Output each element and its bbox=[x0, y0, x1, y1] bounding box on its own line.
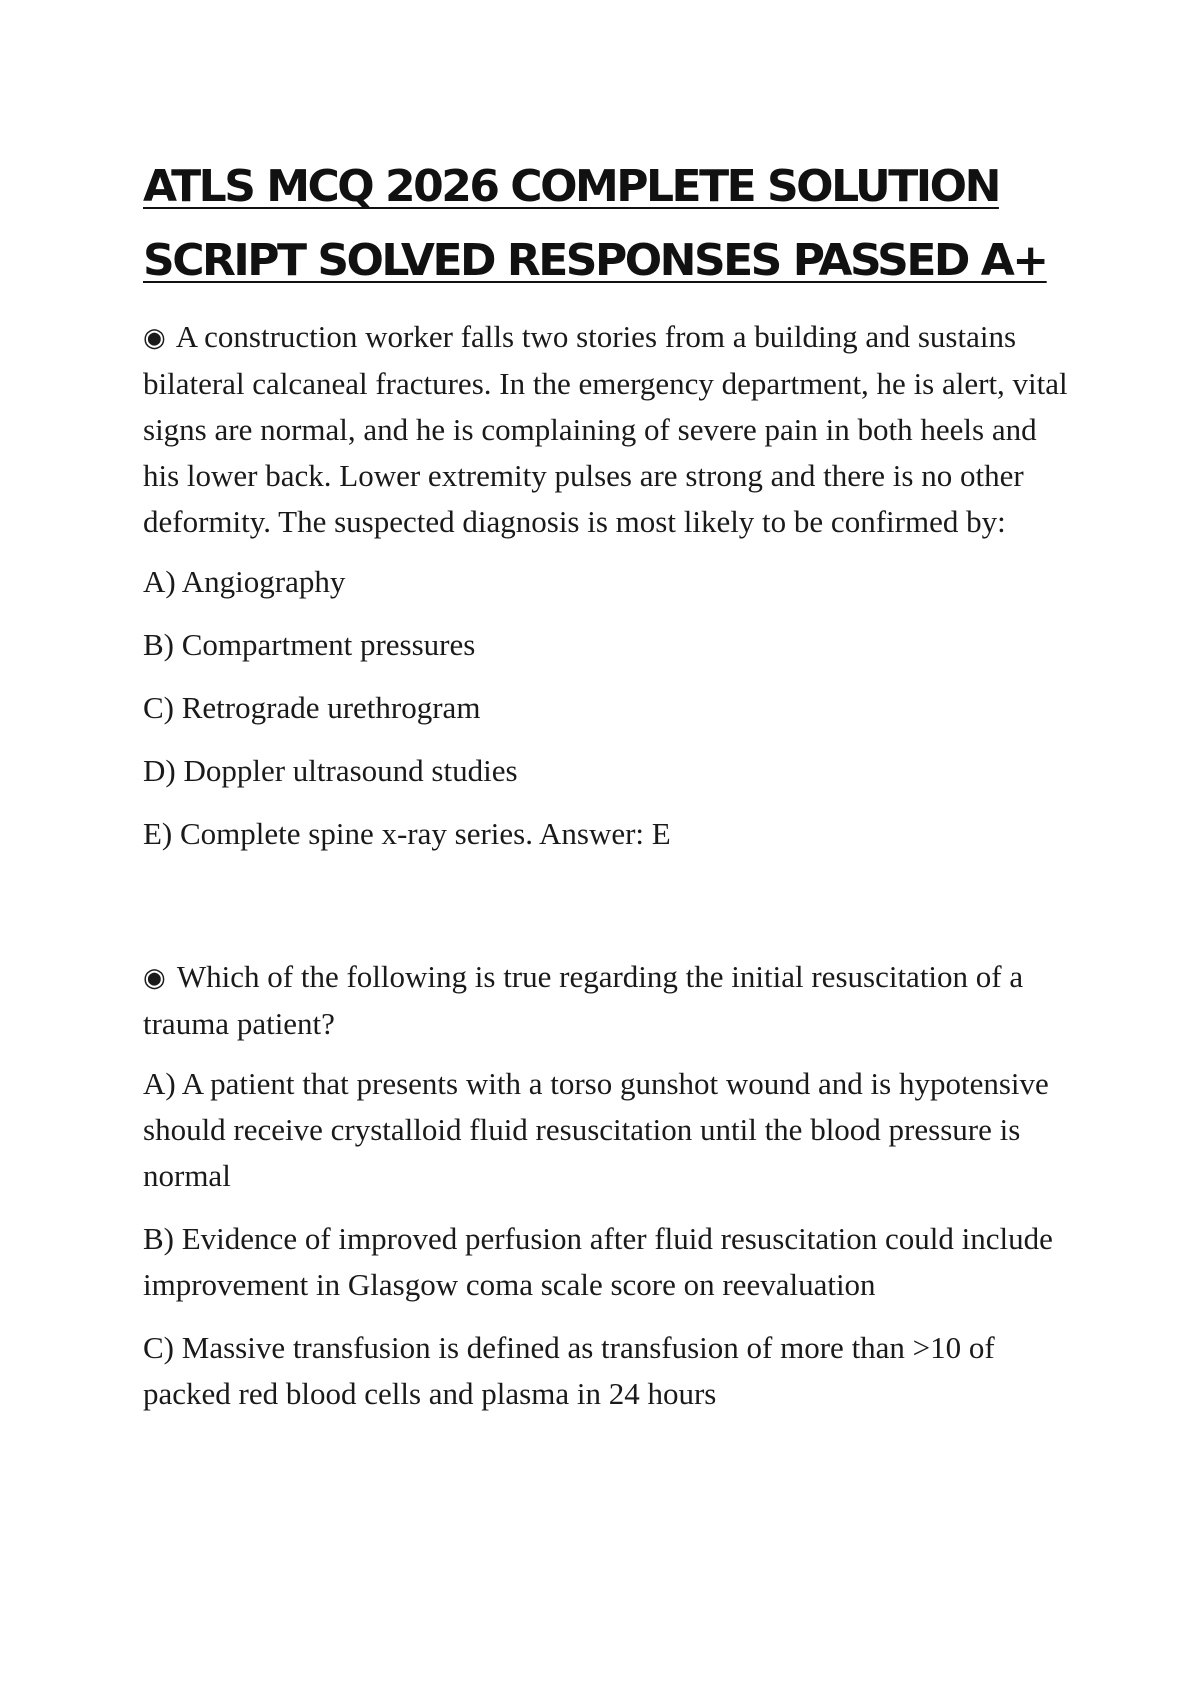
document-title bbox=[143, 150, 1073, 298]
radio-bullet-icon: ◉ bbox=[143, 323, 166, 353]
question-block-2 bbox=[143, 954, 1073, 1417]
option-1-c: C) Retrograde urethrogram bbox=[143, 690, 481, 725]
question-text bbox=[143, 954, 1073, 1047]
title-line-1: ATLS MCQ 2026 COMPLETE SOLUTION bbox=[143, 161, 999, 212]
option-1-e: E) Complete spine x-ray series. Answer: E bbox=[143, 816, 671, 851]
question-text bbox=[143, 314, 1073, 545]
option-2-a: A) A patient that presents with a torso gunshot wound and is hypotensive should receive crystalloid fluid resuscitation until the blood pressure is normal bbox=[143, 1066, 1049, 1193]
document-page bbox=[143, 150, 1073, 1434]
question-block-1 bbox=[143, 314, 1073, 857]
option-2-b: B) Evidence of improved perfusion after fluid resuscitation could include improvement in Glasgow coma scale score on reevaluation bbox=[143, 1221, 1053, 1302]
radio-bullet-icon: ◉ bbox=[143, 963, 166, 993]
question-spacer bbox=[143, 874, 1073, 954]
option-1-d: D) Doppler ultrasound studies bbox=[143, 753, 518, 788]
option-2-c: C) Massive transfusion is defined as transfusion of more than >10 of packed red blood cells and plasma in 24 hours bbox=[143, 1330, 995, 1411]
question-1-text: A construction worker falls two stories from a building and sustains bilateral calcaneal fractures. In the emergency department, he is alert, vital signs are normal, and he is complaining of severe pain in both heels and his lower back. Lower extremity pulses are strong and there is no other deformity. The suspected diagnosis is most likely to be confirmed by: bbox=[143, 319, 1068, 539]
option-1-a: A) Angiography bbox=[143, 564, 346, 599]
title-line-2: SCRIPT SOLVED RESPONSES PASSED A+ bbox=[143, 235, 1047, 286]
question-2-text: Which of the following is true regarding the initial resuscitation of a trauma patient? bbox=[143, 959, 1024, 1041]
option-1-b: B) Compartment pressures bbox=[143, 627, 476, 662]
